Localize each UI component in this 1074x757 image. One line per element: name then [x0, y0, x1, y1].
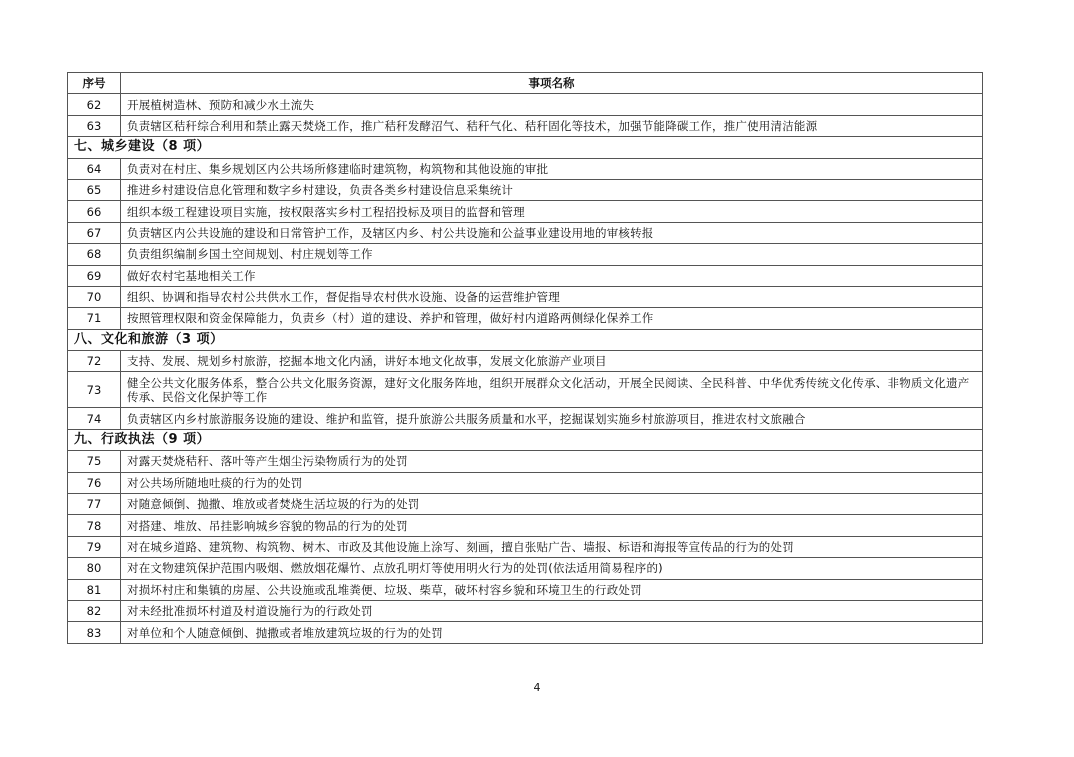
table-row — [68, 558, 983, 579]
table-row — [68, 201, 983, 222]
section-heading-row — [68, 429, 983, 450]
matter-name-cell: 负责辖区秸秆综合利用和禁止露天焚烧工作，推广秸秆发酵沼气、秸秆气化、秸秆固化等技术，加强节能降碳工作，推广使用清洁能源 — [121, 115, 983, 136]
matter-name-cell: 负责辖区内乡村旅游服务设施的建设、维护和监管，提升旅游公共服务质量和水平，挖掘谋划实施乡村旅游项目，推进农村文旅融合 — [121, 408, 983, 429]
serial-number-cell: 77 — [68, 494, 121, 515]
serial-number-cell: 64 — [68, 158, 121, 179]
table-header-row — [68, 73, 983, 94]
table-row — [68, 515, 983, 536]
table-row — [68, 536, 983, 557]
table-row — [68, 222, 983, 243]
serial-number-cell: 67 — [68, 222, 121, 243]
table-row — [68, 308, 983, 329]
matter-name-cell: 对单位和个人随意倾倒、抛撒或者堆放建筑垃圾的行为的处罚 — [121, 622, 983, 643]
serial-number-cell: 68 — [68, 244, 121, 265]
table-row — [68, 622, 983, 643]
serial-number-cell: 74 — [68, 408, 121, 429]
matter-name-cell: 对公共场所随地吐痰的行为的处罚 — [121, 472, 983, 493]
matter-name-cell: 组织、协调和指导农村公共供水工作，督促指导农村供水设施、设备的运营维护管理 — [121, 286, 983, 307]
matter-name-cell: 对未经批准损坏村道及村道设施行为的行政处罚 — [121, 600, 983, 621]
section-heading-row — [68, 137, 983, 158]
serial-number-cell: 75 — [68, 451, 121, 472]
table-row — [68, 472, 983, 493]
serial-number-cell: 69 — [68, 265, 121, 286]
table-row — [68, 579, 983, 600]
serial-number-cell: 80 — [68, 558, 121, 579]
section-title: 九、行政执法（9 项） — [68, 429, 983, 450]
table-row — [68, 351, 983, 372]
serial-number-cell: 78 — [68, 515, 121, 536]
matter-name-cell: 推进乡村建设信息化管理和数字乡村建设，负责各类乡村建设信息采集统计 — [121, 179, 983, 200]
section-title: 七、城乡建设（8 项） — [68, 137, 983, 158]
table-body — [68, 94, 983, 643]
serial-number-cell: 71 — [68, 308, 121, 329]
matter-name-cell: 对随意倾倒、抛撒、堆放或者焚烧生活垃圾的行为的处罚 — [121, 494, 983, 515]
matter-name-cell: 健全公共文化服务体系，整合公共文化服务资源，建好文化服务阵地，组织开展群众文化活动，开展全民阅读、全民科普、中华优秀传统文化传承、非物质文化遗产传承、民俗文化保护等工作 — [121, 372, 983, 408]
table-row — [68, 286, 983, 307]
serial-number-cell: 65 — [68, 179, 121, 200]
table-row — [68, 451, 983, 472]
table-row — [68, 179, 983, 200]
table-row — [68, 265, 983, 286]
table-row — [68, 115, 983, 136]
serial-number-cell: 82 — [68, 600, 121, 621]
matter-name-cell: 负责组织编制乡国土空间规划、村庄规划等工作 — [121, 244, 983, 265]
section-title: 八、文化和旅游（3 项） — [68, 329, 983, 350]
matter-name-cell: 对损坏村庄和集镇的房屋、公共设施或乱堆粪便、垃圾、柴草，破坏村容乡貌和环境卫生的行政处罚 — [121, 579, 983, 600]
header-serial-number: 序号 — [68, 73, 121, 94]
matter-name-cell: 对在城乡道路、建筑物、构筑物、树木、市政及其他设施上涂写、刻画，擅自张贴广告、墙报、标语和海报等宣传品的行为的处罚 — [121, 536, 983, 557]
serial-number-cell: 72 — [68, 351, 121, 372]
matters-table — [67, 72, 983, 644]
header-matter-name: 事项名称 — [121, 73, 983, 94]
table-row — [68, 158, 983, 179]
page-number: 4 — [533, 681, 541, 694]
table-row — [68, 494, 983, 515]
matter-name-cell: 负责对在村庄、集乡规划区内公共场所修建临时建筑物，构筑物和其他设施的审批 — [121, 158, 983, 179]
table-row — [68, 372, 983, 408]
serial-number-cell: 81 — [68, 579, 121, 600]
serial-number-cell: 79 — [68, 536, 121, 557]
table-row — [68, 244, 983, 265]
serial-number-cell: 63 — [68, 115, 121, 136]
serial-number-cell: 66 — [68, 201, 121, 222]
matter-name-cell: 按照管理权限和资金保障能力，负责乡（村）道的建设、养护和管理，做好村内道路两侧绿化保养工作 — [121, 308, 983, 329]
table-row — [68, 408, 983, 429]
serial-number-cell: 83 — [68, 622, 121, 643]
matter-name-cell: 组织本级工程建设项目实施，按权限落实乡村工程招投标及项目的监督和管理 — [121, 201, 983, 222]
serial-number-cell: 70 — [68, 286, 121, 307]
serial-number-cell: 73 — [68, 372, 121, 408]
matter-name-cell: 负责辖区内公共设施的建设和日常管护工作，及辖区内乡、村公共设施和公益事业建设用地的审核转报 — [121, 222, 983, 243]
matter-name-cell: 对露天焚烧秸秆、落叶等产生烟尘污染物质行为的处罚 — [121, 451, 983, 472]
matter-name-cell: 对在文物建筑保护范围内吸烟、燃放烟花爆竹、点放孔明灯等使用明火行为的处罚(依法适用简易程序的) — [121, 558, 983, 579]
table-row — [68, 600, 983, 621]
table-row — [68, 94, 983, 115]
serial-number-cell: 76 — [68, 472, 121, 493]
matter-name-cell: 支持、发展、规划乡村旅游，挖掘本地文化内涵，讲好本地文化故事，发展文化旅游产业项目 — [121, 351, 983, 372]
serial-number-cell: 62 — [68, 94, 121, 115]
matter-name-cell: 开展植树造林、预防和减少水土流失 — [121, 94, 983, 115]
section-heading-row — [68, 329, 983, 350]
matter-name-cell: 做好农村宅基地相关工作 — [121, 265, 983, 286]
matter-name-cell: 对搭建、堆放、吊挂影响城乡容貌的物品的行为的处罚 — [121, 515, 983, 536]
